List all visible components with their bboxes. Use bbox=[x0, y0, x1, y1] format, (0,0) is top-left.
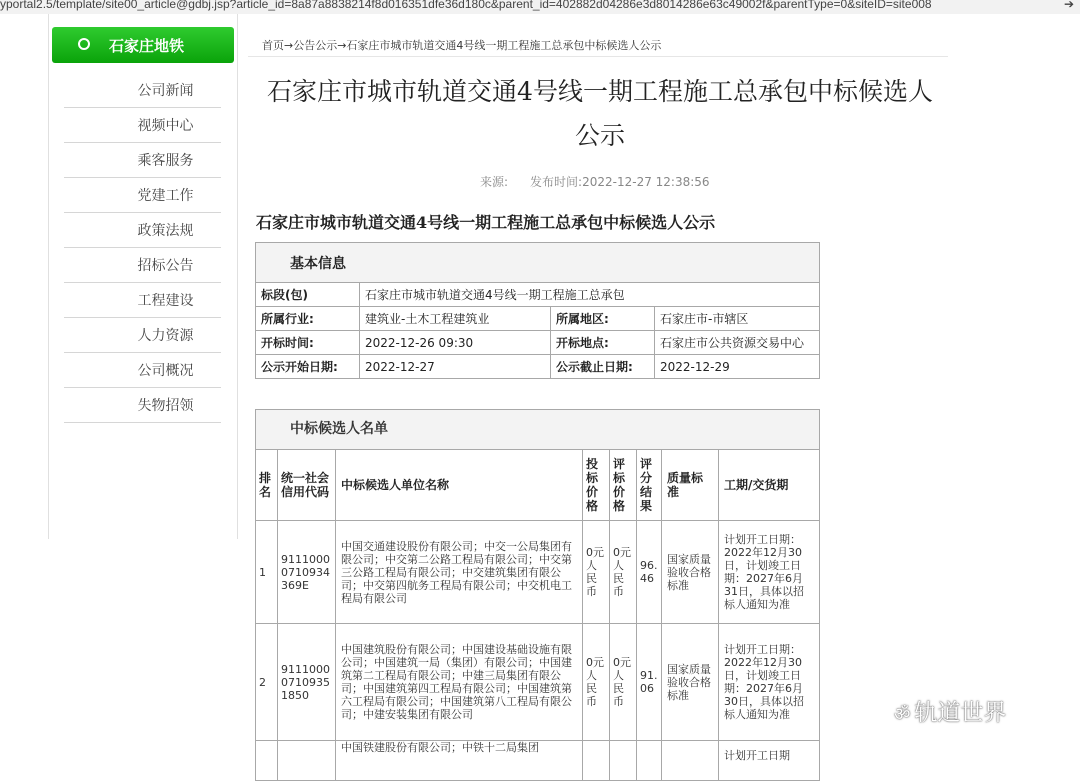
notice-end-value: 2022-12-29 bbox=[655, 355, 820, 379]
header-credit-code: 统一社会信用代码 bbox=[278, 450, 336, 521]
publish-time: 2022-12-27 12:38:56 bbox=[582, 175, 710, 189]
industry-value: 建筑业-土木工程建筑业 bbox=[360, 307, 551, 331]
source-label: 来源: bbox=[480, 175, 509, 189]
industry-label: 所属行业: bbox=[256, 307, 360, 331]
header-name: 中标候选人单位名称 bbox=[336, 450, 583, 521]
cell-name: 中国交通建设股份有限公司；中交一公局集团有限公司；中交第二公路工程局有限公司；中交第三公路工程局有限公司；中交建筑集团有限公司；中交第四航务工程局有限公司；中交机电工程局有限公司 bbox=[336, 521, 583, 624]
sidebar-menu bbox=[64, 73, 221, 423]
notice-end-label: 公示截止日期: bbox=[551, 355, 655, 379]
open-place-value: 石家庄市公共资源交易中心 bbox=[655, 331, 820, 355]
breadcrumb[interactable]: 首页→公告公示→石家庄市城市轨道交通4号线一期工程施工总承包中标候选人公示 bbox=[262, 39, 662, 52]
cell-eval-price: 0元人民币 bbox=[610, 521, 637, 624]
header-quality: 质量标准 bbox=[662, 450, 719, 521]
sidebar-item-news[interactable]: 公司新闻 bbox=[64, 73, 221, 108]
watermark-text: 轨道世界 bbox=[914, 700, 1007, 726]
cell-bid-price: 0元人民币 bbox=[583, 521, 610, 624]
candidate-title: 中标候选人名单 bbox=[256, 410, 820, 450]
sidebar-header[interactable] bbox=[52, 27, 234, 63]
sidebar-item-about[interactable]: 公司概况 bbox=[64, 353, 221, 388]
basic-info-table bbox=[255, 242, 820, 379]
notice-start-label: 公示开始日期: bbox=[256, 355, 360, 379]
cell-schedule-text: 计划开工日期 bbox=[724, 749, 790, 762]
sidebar-item-lost-found[interactable]: 失物招领 bbox=[64, 388, 221, 423]
basic-info-title: 基本信息 bbox=[256, 243, 820, 283]
cell-schedule bbox=[719, 741, 820, 781]
cell-credit-code: 91110000710934369E bbox=[278, 521, 336, 624]
bid-section-value: 石家庄市城市轨道交通4号线一期工程施工总承包 bbox=[360, 283, 820, 307]
sidebar-item-party[interactable]: 党建工作 bbox=[64, 178, 221, 213]
share-icon[interactable]: ➔ bbox=[1063, 0, 1074, 11]
cell-eval-price bbox=[610, 741, 637, 781]
sidebar-item-video[interactable]: 视频中心 bbox=[64, 108, 221, 143]
open-place-label: 开标地点: bbox=[551, 331, 655, 355]
cell-name bbox=[336, 741, 583, 781]
page-title: 石家庄市城市轨道交通4号线一期工程施工总承包中标候选人公示 bbox=[267, 77, 933, 150]
cell-quality bbox=[662, 741, 719, 781]
cell-quality: 国家质量验收合格标准 bbox=[662, 521, 719, 624]
url-text[interactable]: yportal2.5/template/site00_article@gdbj.jsp?article_id=8a87a8838214f8d016351dfe36d180c&parent_id=402882d04286e3d8014286e63c49002f&parentType=0&siteID=site008 bbox=[0, 0, 932, 11]
sidebar-title: 石家庄地铁 bbox=[109, 37, 185, 55]
cell-credit-code bbox=[278, 741, 336, 781]
open-time-label: 开标时间: bbox=[256, 331, 360, 355]
cell-rank: 2 bbox=[256, 624, 278, 741]
header-eval-price: 评标价格 bbox=[610, 450, 637, 521]
table-row bbox=[256, 521, 820, 624]
cell-schedule: 计划开工日期：2022年12月30日，计划竣工日期：2027年6月30日，具体以招标人通知为准 bbox=[719, 624, 820, 741]
cell-score: 96.46 bbox=[637, 521, 662, 624]
cell-credit-code: 911100007109351850 bbox=[278, 624, 336, 741]
bid-section-label: 标段(包) bbox=[256, 283, 360, 307]
header-rank: 排名 bbox=[256, 450, 278, 521]
open-time-value: 2022-12-26 09:30 bbox=[360, 331, 551, 355]
cell-rank bbox=[256, 741, 278, 781]
circle-icon bbox=[78, 38, 90, 50]
cell-bid-price: 0元人民币 bbox=[583, 624, 610, 741]
notice-start-value: 2022-12-27 bbox=[360, 355, 551, 379]
candidate-table bbox=[255, 409, 820, 781]
breadcrumb-divider bbox=[248, 56, 948, 57]
article-subtitle: 石家庄市城市轨道交通4号线一期工程施工总承包中标候选人公示 bbox=[256, 213, 716, 232]
wechat-icon: ॐ bbox=[894, 704, 911, 725]
article-meta bbox=[480, 173, 710, 190]
cell-quality: 国家质量验收合格标准 bbox=[662, 624, 719, 741]
cell-bid-price bbox=[583, 741, 610, 781]
header-schedule: 工期/交货期 bbox=[719, 450, 820, 521]
header-score: 评分结果 bbox=[637, 450, 662, 521]
cell-eval-price: 0元人民币 bbox=[610, 624, 637, 741]
table-row bbox=[256, 741, 820, 781]
header-bid-price: 投标价格 bbox=[583, 450, 610, 521]
publish-label: 发布时间: bbox=[530, 175, 583, 189]
cell-name: 中国建筑股份有限公司；中国建设基础设施有限公司；中国建筑一局（集团）有限公司；中国建筑第二工程局有限公司；中建三局集团有限公司；中国建筑第四工程局有限公司；中国建筑第六工程局有限公司；中国建筑第八工程局有限公司；中建安装集团有限公司 bbox=[336, 624, 583, 741]
sidebar-item-tender[interactable]: 招标公告 bbox=[64, 248, 221, 283]
cell-schedule: 计划开工日期：2022年12月30日，计划竣工日期：2027年6月31日，具体以招标人通知为准 bbox=[719, 521, 820, 624]
region-value: 石家庄市-市辖区 bbox=[655, 307, 820, 331]
cell-score: 91.06 bbox=[637, 624, 662, 741]
region-label: 所属地区: bbox=[551, 307, 655, 331]
sidebar-item-construction[interactable]: 工程建设 bbox=[64, 283, 221, 318]
sidebar-item-hr[interactable]: 人力资源 bbox=[64, 318, 221, 353]
sidebar-item-policy[interactable]: 政策法规 bbox=[64, 213, 221, 248]
cell-name-text: 中国铁建股份有限公司；中铁十二局集团 bbox=[341, 741, 539, 754]
sidebar-item-passenger[interactable]: 乘客服务 bbox=[64, 143, 221, 178]
address-bar[interactable] bbox=[0, 0, 1080, 14]
table-row bbox=[256, 624, 820, 741]
cell-rank: 1 bbox=[256, 521, 278, 624]
cell-score bbox=[637, 741, 662, 781]
watermark bbox=[894, 694, 1006, 727]
